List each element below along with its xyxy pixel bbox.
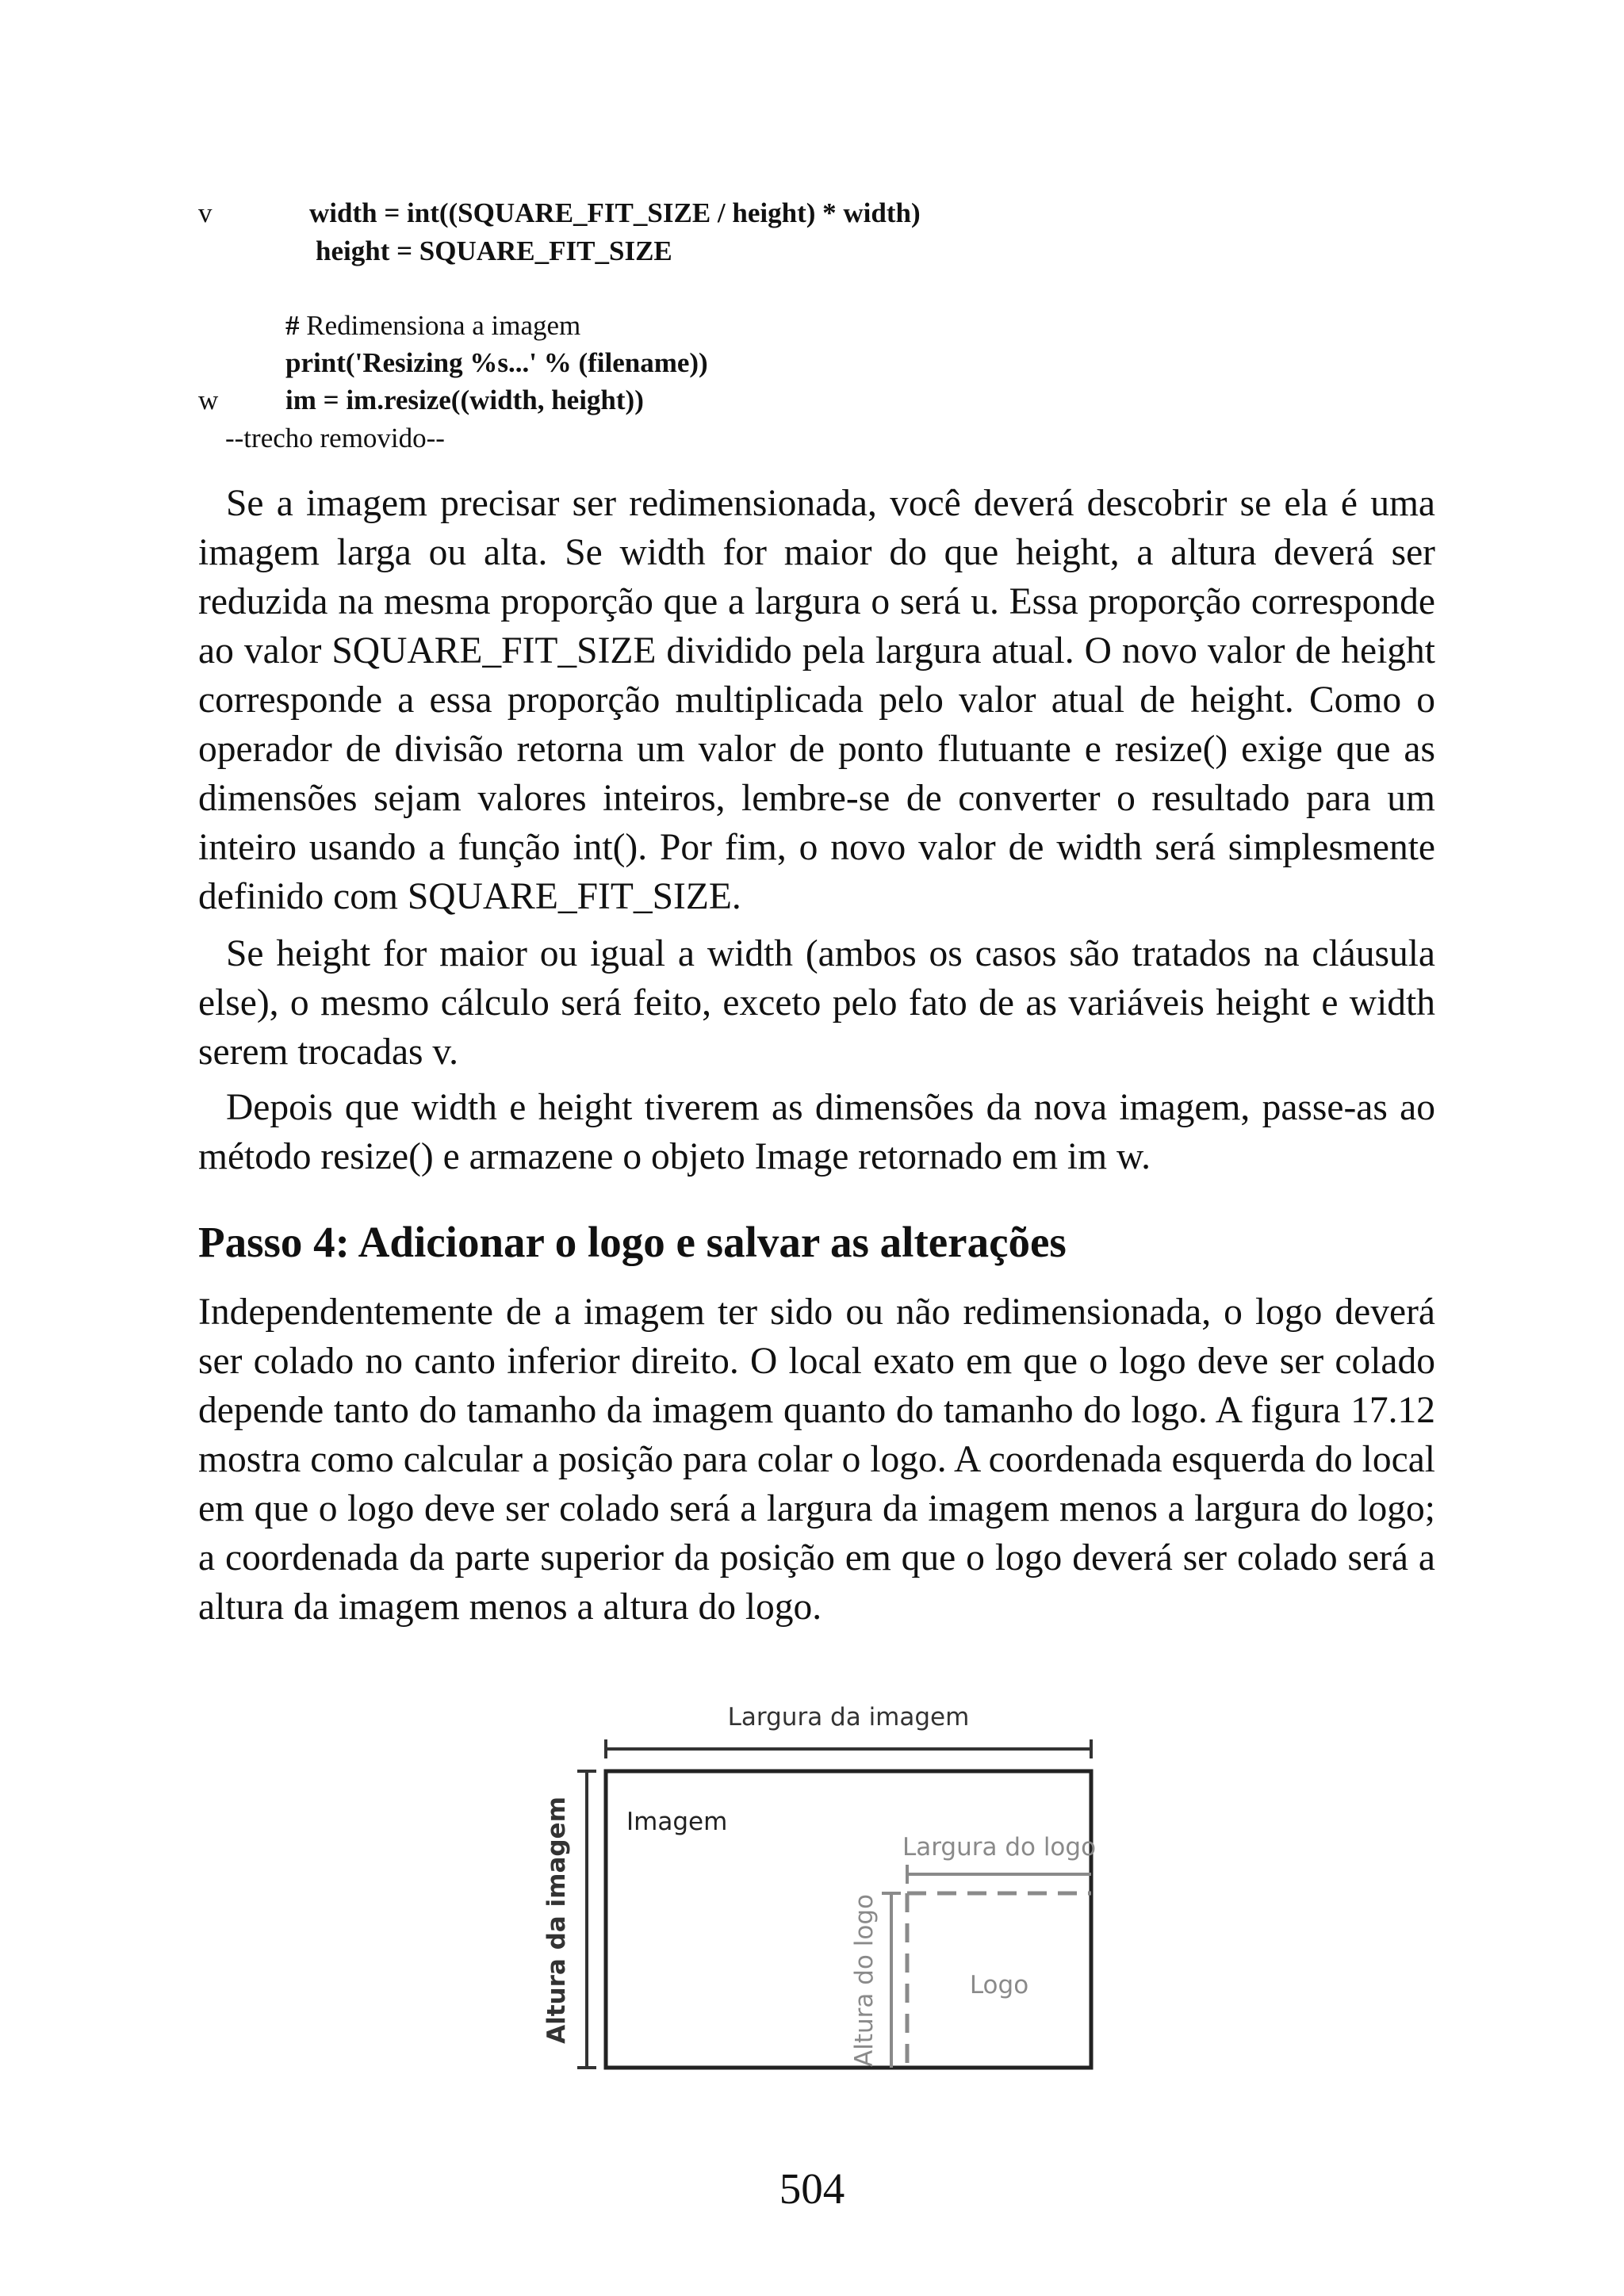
code-marker-w: w <box>198 385 219 415</box>
logo-height-dimension <box>882 1893 901 2068</box>
paragraph-3: Depois que width e height tiverem as dimensões da nova imagem, passe-as ao método resize() e armazene o objeto Image retornado em im w. <box>198 1087 1435 1177</box>
image-width-dimension <box>606 1739 1091 1758</box>
image-height-dimension <box>577 1771 596 2068</box>
logo-width-dimension <box>907 1865 1091 1884</box>
code-comment <box>285 308 580 344</box>
logo-position-figure <box>508 1697 1110 2093</box>
code-line-width: width = int((SQUARE_FIT_SIZE / height) * width) <box>309 197 921 228</box>
logo-label: Logo <box>969 1971 1029 1999</box>
code-line-resize: im = im.resize((width, height)) <box>285 385 644 415</box>
section-paragraph: Independentemente de a imagem ter sido ou não redimensionada, o logo deverá ser colado no canto inferior direito. O local exato em que o logo deve ser colado depende tanto do tamanho da imagem quanto do tamanho do logo. A figura 17.12 mostra como calcular a posição para colar o logo. A coordenada esquerda do local em que o logo deve ser colado será a largura da imagem menos a largura do logo; a coordenada da parte superior da posição em que o logo deverá ser colado será a altura da imagem menos a altura do logo. <box>198 1292 1435 1628</box>
logo-width-label: Largura do logo <box>902 1833 1097 1862</box>
image-width-label: Largura da imagem <box>727 1703 970 1732</box>
paragraph-2: Se height for maior ou igual a width (ambos os casos são tratados na cláusula else), o mesmo cálculo será feito, exceto pelo fato de as variáveis height e width serem trocadas v. <box>198 933 1435 1073</box>
comment-text: Redimensiona a imagem <box>299 310 581 341</box>
code-line-height: height = SQUARE_FIT_SIZE <box>316 235 672 266</box>
paragraph-1: Se a imagem precisar ser redimensionada, você deverá descobrir se ela é uma imagem larga ou alta. Se width for maior do que height, a altura deverá ser reduzida na mesma proporção que a largura o será u. Essa proporção corresponde ao valor SQUARE_FIT_SIZE dividido pela largura atual. O novo valor de height corresponde a essa proporção multiplicada pelo valor atual de height. Como o operador de divisão retorna um valor de ponto flutuante e resize() exige que as dimensões sejam valores inteiros, lembre-se de converter o resultado para um inteiro usando a função int(). Por fim, o novo valor de width será simplesmente definido com SQUARE_FIT_SIZE. <box>198 483 1435 917</box>
code-removed-note: --trecho removido-- <box>225 423 445 453</box>
section-heading: Passo 4: Adicionar o logo e salvar as alterações <box>198 1218 1067 1266</box>
logo-height-label: Altura do logo <box>850 1894 879 2067</box>
comment-hash: # <box>285 310 300 341</box>
page-number: 504 <box>779 2164 845 2213</box>
image-label: Imagem <box>626 1808 728 1836</box>
code-marker-v: v <box>198 197 213 228</box>
image-height-label: Altura da imagem <box>542 1797 571 2044</box>
code-line-print: print('Resizing %s...' % (filename)) <box>285 347 708 378</box>
